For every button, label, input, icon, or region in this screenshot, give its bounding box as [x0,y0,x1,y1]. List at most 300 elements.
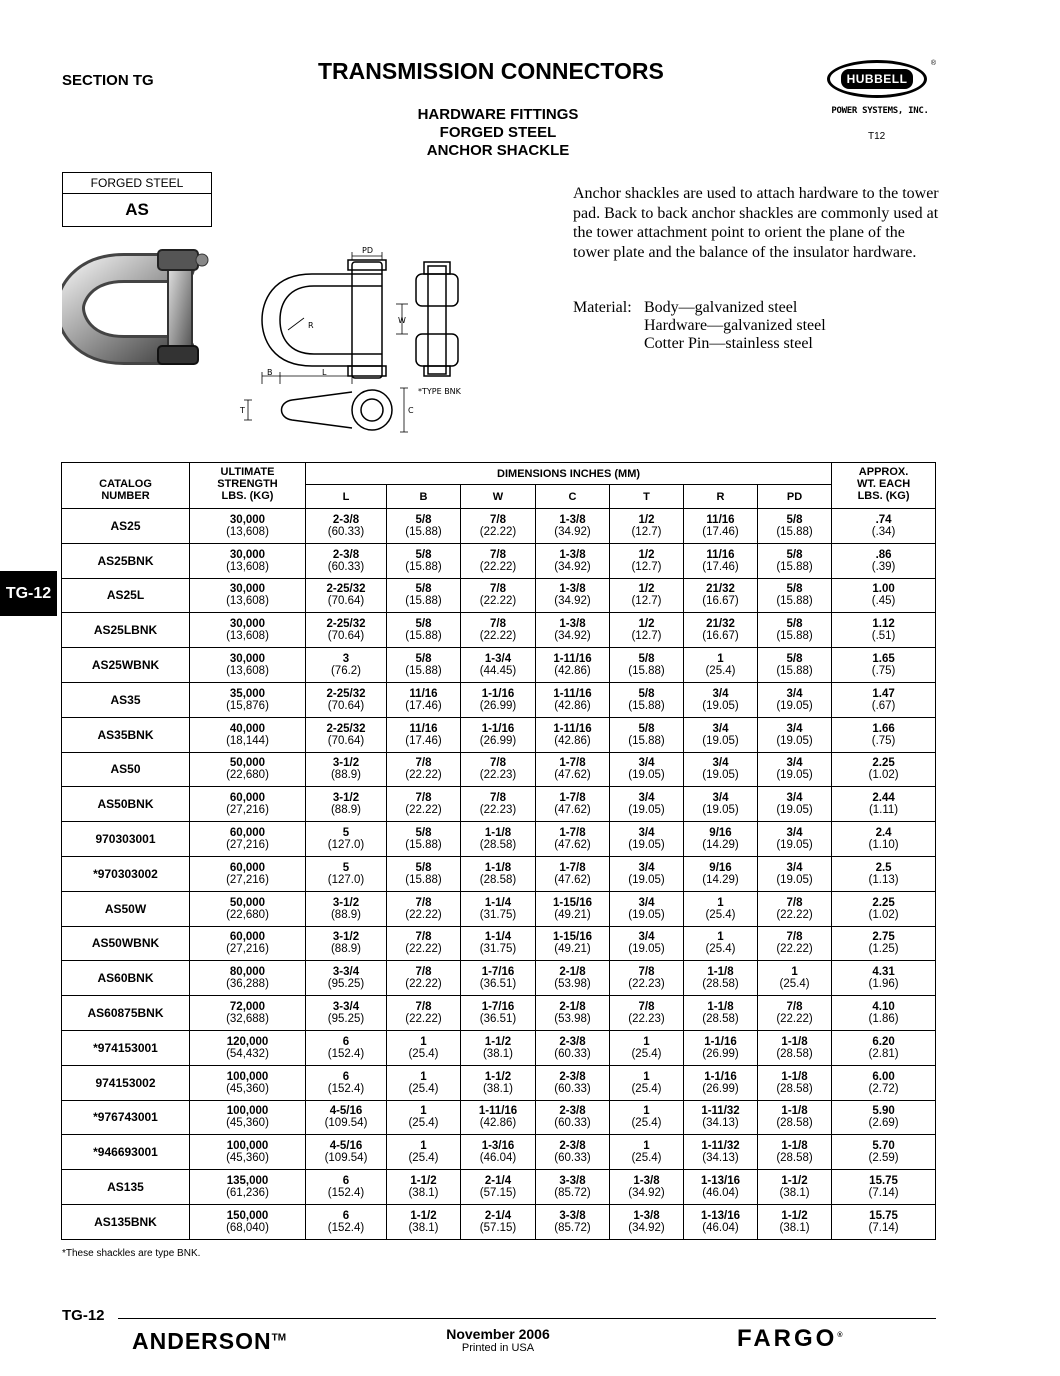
catalog-number: *970303002 [62,856,190,891]
value-metric: (2.72) [868,1082,899,1095]
value-imperial: 1-7/16 [481,1001,515,1014]
cell-b [387,613,461,648]
cell-wt [832,787,936,822]
material-label: Material: [573,299,632,316]
cell-r [684,822,758,857]
catalog-number: AS60BNK [62,961,190,996]
value-imperial: 5 [342,827,350,840]
cell-l [306,1100,387,1135]
value-metric: (22.22) [776,908,813,921]
value-metric: (14.29) [702,839,739,852]
value-metric: (60.33) [327,560,365,573]
table-row [62,891,936,926]
value-metric: (42.86) [554,699,591,712]
value-metric: (25.4) [631,1082,662,1095]
value-imperial: 1-7/8 [559,827,586,840]
value-imperial: 7/8 [490,757,506,770]
value-metric: (25.4) [705,908,736,921]
value-metric: (88.9) [330,804,362,817]
value-metric: (36.51) [479,978,517,991]
value-imperial: 60,000 [229,931,266,944]
value-imperial: 1-1/2 [410,1175,437,1188]
value-imperial: 7/8 [415,896,432,909]
value-imperial: 2-1/4 [484,1209,512,1222]
cell-pd [758,1170,832,1205]
value-imperial: 1-11/32 [701,1140,740,1153]
value-imperial: 6 [342,1209,350,1222]
value-imperial: 50,000 [229,757,266,770]
cell-pd [758,926,832,961]
value-imperial: 11/16 [409,722,438,735]
value-metric: (22.22) [405,1013,442,1026]
value-metric: (42.86) [554,665,591,678]
value-metric: (34.92) [554,630,591,643]
table-row [62,578,936,613]
value-metric: (1.02) [868,908,899,921]
cell-w [461,926,536,961]
value-imperial: 1 [420,1070,427,1083]
value-metric: (38.1) [482,1047,514,1060]
cell-t [610,509,684,544]
value-metric: (19.05) [702,699,739,712]
header-strength: ULTIMATE STRENGTH LBS. (KG) [190,463,306,509]
value-imperial: 1.00 [872,583,895,596]
value-imperial: 6 [342,1035,350,1048]
label-r: R [308,321,314,330]
value-metric: (34.92) [554,560,591,573]
cell-w [461,822,536,857]
value-metric: (12.7) [631,560,662,573]
cell-r [684,1065,758,1100]
value-imperial: 6.20 [872,1035,895,1048]
value-metric: (34.92) [554,595,591,608]
cell-pd [758,578,832,613]
cell-pd [758,1065,832,1100]
label-w: W [398,316,406,325]
cell-b [387,891,461,926]
value-metric: (12.7) [631,525,662,538]
cell-b [387,717,461,752]
value-metric: (28.58) [776,1082,813,1095]
value-metric: (36,288) [226,978,269,991]
value-imperial: 5/8 [415,513,432,526]
page-title: TRANSMISSION CONNECTORS [318,58,664,84]
value-imperial: 1-3/8 [633,1175,660,1188]
value-imperial: 2-25/32 [326,618,366,631]
value-imperial: 2.75 [872,931,895,944]
value-imperial: 9/16 [709,861,732,874]
cell-w [461,787,536,822]
material-list [573,299,826,353]
catalog-number: AS25L [62,578,190,613]
catalog-number: *976743001 [62,1100,190,1135]
value-imperial: 3-1/2 [332,931,360,944]
value-metric: (15.88) [405,560,442,573]
value-imperial: 1-1/16 [481,722,515,735]
value-imperial: 1-1/2 [410,1209,437,1222]
registered-mark: ® [837,1332,843,1339]
cell-c [536,822,610,857]
cell-l [306,648,387,683]
cell-t [610,822,684,857]
catalog-number: AS35BNK [62,717,190,752]
value-metric: (70.64) [327,595,365,608]
cell-c [536,891,610,926]
value-imperial: 5/8 [786,583,803,596]
value-metric: (19.05) [776,873,813,886]
cell-c [536,856,610,891]
value-metric: (28.58) [702,1013,739,1026]
table-row [62,1100,936,1135]
cell-pd [758,648,832,683]
value-imperial: 1-11/16 [478,1105,518,1118]
cell-r [684,1100,758,1135]
section-label: SECTION TG [62,72,154,89]
cell-strength [190,822,306,857]
catalog-number: AS25LBNK [62,613,190,648]
value-imperial: 3-3/4 [332,1001,360,1014]
fargo-logo-text: FARGO [737,1325,838,1352]
value-imperial: 1 [717,896,724,909]
cell-l [306,752,387,787]
value-metric: (28.58) [479,873,517,886]
value-imperial: 1-1/2 [781,1209,808,1222]
value-metric: (26.99) [479,734,517,747]
value-imperial: 3/4 [638,861,655,874]
value-imperial: 7/8 [638,1001,655,1014]
value-metric: (13,608) [226,630,269,643]
value-imperial: 5/8 [415,548,432,561]
value-imperial: 1-3/4 [484,653,512,666]
cell-c [536,613,610,648]
value-metric: (42.86) [479,1117,517,1130]
cell-t [610,961,684,996]
type-box-code: AS [125,200,149,219]
value-metric: (.67) [871,699,896,712]
logo-text: HUBBELL [841,69,914,89]
value-metric: (70.64) [327,699,365,712]
table-row [62,822,936,857]
fargo-logo [737,1325,843,1353]
value-imperial: 3/4 [786,757,803,770]
value-metric: (25.4) [705,943,736,956]
value-imperial: 30,000 [229,618,266,631]
value-imperial: 7/8 [415,792,432,805]
value-imperial: 6 [342,1070,350,1083]
value-imperial: 7/8 [415,931,432,944]
value-metric: (22.22) [405,769,442,782]
cell-strength [190,648,306,683]
value-imperial: 1-1/8 [484,861,512,874]
value-imperial: 21/32 [706,618,735,631]
value-metric: (28.58) [776,1047,813,1060]
cell-b [387,1204,461,1239]
cell-wt [832,648,936,683]
cell-w [461,717,536,752]
value-imperial: 72,000 [229,1001,266,1014]
value-metric: (15.88) [405,525,442,538]
value-metric: (25.4) [408,1117,439,1130]
value-imperial: 100,000 [226,1140,269,1153]
value-metric: (38.1) [779,1187,810,1200]
value-imperial: 2-3/8 [332,548,360,561]
value-metric: (34.92) [628,1187,665,1200]
cell-pd [758,787,832,822]
cell-l [306,961,387,996]
value-imperial: 1 [420,1105,427,1118]
value-imperial: 1 [791,966,798,979]
value-imperial: 3/4 [786,861,803,874]
value-imperial: 1-11/16 [553,722,592,735]
value-metric: (22.22) [776,1013,813,1026]
value-imperial: 1.66 [872,722,895,735]
value-imperial: 5/8 [786,653,803,666]
cell-strength [190,1135,306,1170]
value-metric: (109.54) [324,1152,368,1165]
value-metric: (88.9) [330,908,362,921]
value-imperial: 3/4 [712,722,729,735]
cell-pd [758,613,832,648]
value-metric: (45,360) [226,1082,269,1095]
value-metric: (15.88) [405,595,442,608]
cell-pd [758,543,832,578]
value-metric: (2.81) [868,1047,899,1060]
value-imperial: 30,000 [229,548,266,561]
product-description: Anchor shackles are used to attach hardware to the tower pad. Back to back anchor shackles are commonly used at the tower attachment point to orient the plane of the tower plate and the balance of the insulator hardware. [573,185,939,261]
value-metric: (19.05) [702,804,739,817]
catalog-number: AS135 [62,1170,190,1205]
value-metric: (38.1) [482,1082,514,1095]
section-tab-marker: TG-12 [0,571,57,616]
value-imperial: 1-1/2 [484,1035,512,1048]
value-metric: (34.92) [628,1221,665,1234]
cell-strength [190,1065,306,1100]
cell-b [387,752,461,787]
value-imperial: 30,000 [229,653,266,666]
value-imperial: 5/8 [415,583,432,596]
value-metric: (28.58) [776,1117,813,1130]
cell-strength [190,891,306,926]
table-row [62,543,936,578]
value-imperial: 2.5 [875,861,892,874]
cell-w [461,752,536,787]
cell-r [684,717,758,752]
value-imperial: 1-1/4 [484,931,512,944]
cell-b [387,648,461,683]
value-metric: (109.54) [324,1117,368,1130]
value-imperial: 1-11/32 [701,1105,740,1118]
value-metric: (38.1) [408,1221,439,1234]
value-metric: (26.99) [479,699,517,712]
cell-w [461,543,536,578]
table-row [62,717,936,752]
cell-wt [832,1135,936,1170]
value-metric: (15.88) [405,665,442,678]
value-metric: (68,040) [226,1221,269,1234]
cell-pd [758,1135,832,1170]
cell-strength [190,1100,306,1135]
value-metric: (18,144) [226,734,269,747]
value-imperial: 3/4 [638,757,655,770]
cell-strength [190,717,306,752]
cell-w [461,1204,536,1239]
value-imperial: 5/8 [415,827,432,840]
label-l: L [322,368,327,377]
value-imperial: 3/4 [638,792,655,805]
value-imperial: 2.44 [872,792,895,805]
cell-r [684,543,758,578]
cell-c [536,1065,610,1100]
value-imperial: 5/8 [415,618,432,631]
value-metric: (19.05) [776,699,813,712]
value-imperial: 5/8 [638,653,655,666]
cell-wt [832,926,936,961]
cell-b [387,1100,461,1135]
subtitle-line: HARDWARE FITTINGS [417,106,579,123]
table-row [62,752,936,787]
cell-strength [190,613,306,648]
page-subtitle [398,106,598,160]
value-metric: (25.4) [408,1047,439,1060]
value-imperial: 1/2 [638,548,655,561]
value-imperial: 5/8 [786,548,803,561]
cell-t [610,1065,684,1100]
cell-wt [832,822,936,857]
value-imperial: .86 [875,548,892,561]
cell-wt [832,543,936,578]
cell-c [536,1135,610,1170]
cell-r [684,891,758,926]
value-metric: (49.21) [554,908,591,921]
value-metric: (88.9) [330,943,362,956]
cell-t [610,717,684,752]
value-metric: (38.1) [779,1221,810,1234]
value-imperial: 1-1/8 [707,966,734,979]
value-imperial: 4-5/16 [329,1105,363,1118]
cell-strength [190,1030,306,1065]
value-metric: (19.05) [776,804,813,817]
value-imperial: 1-15/16 [552,931,592,944]
value-imperial: 1.65 [872,653,895,666]
table-row [62,648,936,683]
value-imperial: 80,000 [229,966,266,979]
cell-l [306,856,387,891]
cell-t [610,787,684,822]
cell-pd [758,891,832,926]
cell-wt [832,996,936,1031]
value-metric: (57.15) [479,1221,517,1234]
cell-r [684,996,758,1031]
value-metric: (27,216) [226,804,269,817]
cell-strength [190,926,306,961]
value-imperial: 5 [342,861,350,874]
value-metric: (25.4) [408,1152,439,1165]
cell-c [536,682,610,717]
cell-pd [758,1100,832,1135]
value-imperial: 5.70 [872,1140,895,1153]
value-imperial: 7/8 [490,513,506,526]
value-metric: (27,216) [226,839,269,852]
label-pd: PD [362,246,373,255]
value-imperial: 2-3/8 [332,513,360,526]
value-imperial: 1-3/8 [559,513,586,526]
table-row [62,1065,936,1100]
cell-strength [190,682,306,717]
value-metric: (127.0) [327,873,365,886]
value-imperial: 1 [717,931,724,944]
material-line: Hardware—galvanized steel [644,317,826,334]
value-metric: (12.7) [631,595,662,608]
table-row [62,509,936,544]
value-imperial: 1-3/16 [481,1140,515,1153]
value-metric: (49.21) [554,943,591,956]
cell-l [306,717,387,752]
cell-l [306,578,387,613]
material-line: Body—galvanized steel [644,299,798,316]
cell-c [536,961,610,996]
cell-r [684,1135,758,1170]
cell-b [387,543,461,578]
value-metric: (32,688) [226,1013,269,1026]
cell-b [387,926,461,961]
catalog-number: AS50 [62,752,190,787]
cell-l [306,1065,387,1100]
header-dim-r: R [684,485,758,509]
cell-r [684,578,758,613]
cell-pd [758,961,832,996]
table-footnote: *These shackles are type BNK. [62,1248,201,1259]
subtitle-line: ANCHOR SHACKLE [426,142,570,159]
value-metric: (85.72) [554,1187,591,1200]
cell-t [610,996,684,1031]
value-metric: (.51) [871,630,896,643]
cell-b [387,578,461,613]
value-imperial: 4-5/16 [329,1140,363,1153]
type-box [62,172,212,227]
cell-strength [190,1170,306,1205]
value-imperial: 1-1/16 [704,1070,737,1083]
value-metric: (19.05) [776,839,813,852]
value-imperial: 1-13/16 [700,1175,740,1188]
value-imperial: 30,000 [229,513,266,526]
cell-t [610,543,684,578]
cell-strength [190,961,306,996]
cell-b [387,822,461,857]
value-metric: (19.05) [776,769,813,782]
value-imperial: 7/8 [490,548,506,561]
value-metric: (53.98) [554,978,591,991]
value-imperial: 2-1/8 [559,966,586,979]
hubbell-logo [824,60,936,116]
value-imperial: 3/4 [786,722,803,735]
value-imperial: 1/2 [638,583,655,596]
value-metric: (14.29) [702,873,739,886]
cell-l [306,996,387,1031]
value-imperial: 9/16 [709,827,732,840]
value-imperial: 2-25/32 [326,583,366,596]
value-imperial: 30,000 [229,583,266,596]
value-metric: (19.05) [776,734,813,747]
value-imperial: 5/8 [638,687,655,700]
value-metric: (15.88) [405,630,442,643]
cell-wt [832,1065,936,1100]
cell-pd [758,1030,832,1065]
label-c: C [408,406,414,415]
cell-wt [832,613,936,648]
value-metric: (2.69) [868,1117,899,1130]
value-metric: (1.02) [868,769,899,782]
value-metric: (57.15) [479,1187,517,1200]
